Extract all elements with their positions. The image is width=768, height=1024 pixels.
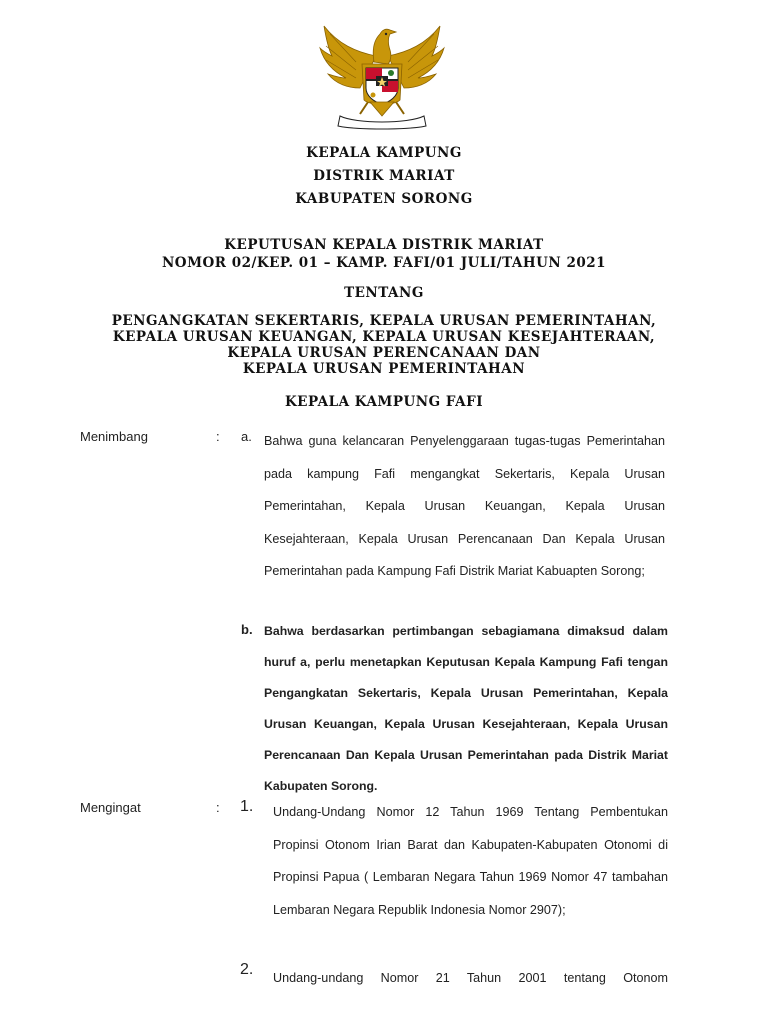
menimbang-item-marker: b. bbox=[241, 622, 253, 637]
header-line-2: DISTRIK MARIAT bbox=[313, 168, 455, 184]
menimbang-colon: : bbox=[216, 429, 220, 444]
decree-title: KEPUTUSAN KEPALA DISTRIK MARIAT bbox=[224, 237, 544, 253]
decree-subject-line: PENGANGKATAN SEKERTARIS, KEPALA URUSAN PEMERINTAHAN, bbox=[111, 313, 657, 329]
decree-issuer: KEPALA KAMPUNG FAFI bbox=[284, 394, 484, 410]
decree-tentang: TENTANG bbox=[344, 285, 424, 301]
mengingat-colon: : bbox=[216, 800, 220, 815]
menimbang-item-text: Bahwa berdasarkan pertimbangan sebagiamana dimaksud dalam huruf a, perlu menetapkan Keputusan Kepala Kampung Fafi tengan Pengangkatan Sekertaris, Kepala Urusan Pemerintahan, Kepala Urusan Keuangan, Kepala Urusan Kesejahteraan, Kepala Urusan Perencanaan Dan Kepala Urusan Pemerintahan pada Distrik Mariat Kabupaten Sorong. bbox=[264, 624, 668, 793]
mengingat-item-text: Undang-Undang Nomor 12 Tahun 1969 Tentang Pembentukan Propinsi Otonom Irian Barat dan Kabupaten-Kabupaten Otonomi di Propinsi Papua ( Lembaran Negara Tahun 1969 Nomor 47 tambahan Lembaran Negara Republik Indonesia Nomor 2907); bbox=[273, 805, 668, 917]
menimbang-label: Menimbang bbox=[80, 429, 148, 444]
mengingat-item-marker: 2. bbox=[240, 961, 254, 978]
decree-number: NOMOR 02/KEP. 01 – KAMP. FAFI/01 JULI/TAHUN 2021 bbox=[161, 255, 607, 271]
mengingat-item-text: Undang-undang Nomor 21 Tahun 2001 tentang Otonom bbox=[273, 971, 668, 985]
menimbang-item-marker: a. bbox=[241, 429, 252, 444]
decree-subject-line: KEPALA URUSAN PERENCANAAN DAN bbox=[227, 345, 541, 361]
mengingat-item-marker: 1. bbox=[240, 798, 254, 815]
menimbang-item-text: Bahwa guna kelancaran Penyelenggaraan tugas-tugas Pemerintahan pada kampung Fafi mengangkat Sekertaris, Kepala Urusan Pemerintahan, Kepala Urusan Keuangan, Kepala Urusan Kesejahteraan, Kepala Urusan Perencanaan Dan Kepala Urusan Pemerintahan pada Kampung Fafi Distrik Mariat Kabuapten Sorong; bbox=[264, 434, 665, 578]
header-line-1: KEPALA KAMPUNG bbox=[306, 145, 462, 161]
header-line-3: KABUPATEN SORONG bbox=[295, 191, 473, 207]
garuda-emblem-icon bbox=[316, 22, 448, 132]
decree-subject-line: KEPALA URUSAN PEMERINTAHAN bbox=[242, 361, 526, 377]
decree-subject-line: KEPALA URUSAN KEUANGAN, KEPALA URUSAN KESEJAHTERAAN, bbox=[112, 329, 656, 345]
mengingat-label: Mengingat bbox=[80, 800, 141, 815]
